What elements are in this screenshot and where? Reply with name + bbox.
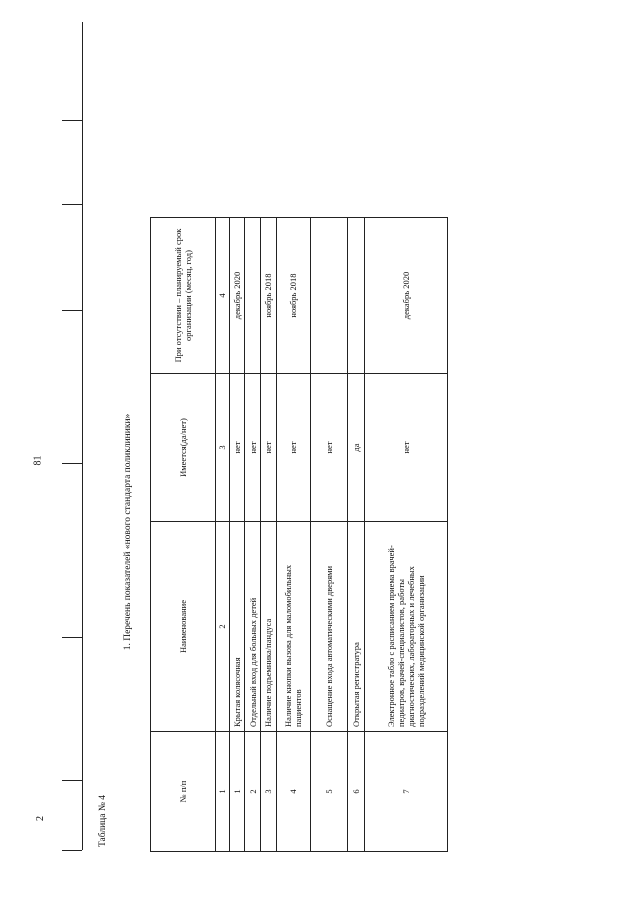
margin-mark: 2 [35, 816, 46, 821]
indicators-table [150, 217, 448, 852]
row-deadline: ноябрь 2018 [276, 218, 310, 374]
row-deadline: декабрь 2020 [229, 218, 245, 374]
header-name: Наименование [151, 522, 216, 732]
row-num: 6 [347, 732, 365, 852]
table-row [276, 218, 310, 852]
header-num: № п/п [151, 732, 216, 852]
binding-margin-line [82, 22, 83, 850]
index-cell: 4 [216, 218, 230, 374]
table-label: Таблица № 4 [98, 794, 108, 848]
row-has: нет [276, 374, 310, 522]
row-name: Наличие подъемника/пандуса [260, 522, 276, 732]
row-has: да [347, 374, 365, 522]
row-name: Электронное табло с расписанием приема врачей-педиатров, врачей-специалистов, работы диагностических, лабораторных и лечебных подразделений медицинской организации [365, 522, 448, 732]
table-row [347, 218, 365, 852]
row-has: нет [365, 374, 448, 522]
header-deadline: При отсутствии – планируемый срок организации (месяц, год) [151, 218, 216, 374]
row-num: 2 [245, 732, 261, 852]
table-row [229, 218, 245, 852]
row-has: нет [245, 374, 261, 522]
margin-tick [62, 637, 82, 638]
table-row [365, 218, 448, 852]
row-num: 7 [365, 732, 448, 852]
table-row [311, 218, 348, 852]
row-has: нет [260, 374, 276, 522]
margin-tick [62, 310, 82, 311]
table-title: 1. Перечень показателей «нового стандарта поликлиники» [123, 413, 133, 651]
table-row [260, 218, 276, 852]
index-cell: 3 [216, 374, 230, 522]
page-number: 81 [32, 455, 44, 466]
row-num: 1 [229, 732, 245, 852]
row-name: Крытая колясочная [229, 522, 245, 732]
indicators-table-rotated [150, 218, 448, 852]
index-row [216, 218, 230, 852]
indicators-table-wrapper [150, 218, 448, 852]
row-num: 3 [260, 732, 276, 852]
row-name: Отдельный вход для больных детей [245, 522, 261, 732]
row-has: нет [229, 374, 245, 522]
row-num: 4 [276, 732, 310, 852]
row-name: Открытая регистратура [347, 522, 365, 732]
row-name: Оснащение входа автоматическими дверями [311, 522, 348, 732]
margin-tick [62, 204, 82, 205]
margin-tick [62, 780, 82, 781]
row-deadline [347, 218, 365, 374]
row-deadline [245, 218, 261, 374]
row-num: 5 [311, 732, 348, 852]
margin-tick [62, 120, 82, 121]
row-deadline: ноябрь 2018 [260, 218, 276, 374]
row-name: Наличие кнопки вызова для маломобильных пациентов [276, 522, 310, 732]
table-row [245, 218, 261, 852]
margin-tick [62, 850, 82, 851]
margin-tick [62, 463, 82, 464]
row-deadline [311, 218, 348, 374]
header-has: Имеется(да/нет) [151, 374, 216, 522]
row-deadline: декабрь 2020 [365, 218, 448, 374]
row-has: нет [311, 374, 348, 522]
index-cell: 2 [216, 522, 230, 732]
index-cell: 1 [216, 732, 230, 852]
